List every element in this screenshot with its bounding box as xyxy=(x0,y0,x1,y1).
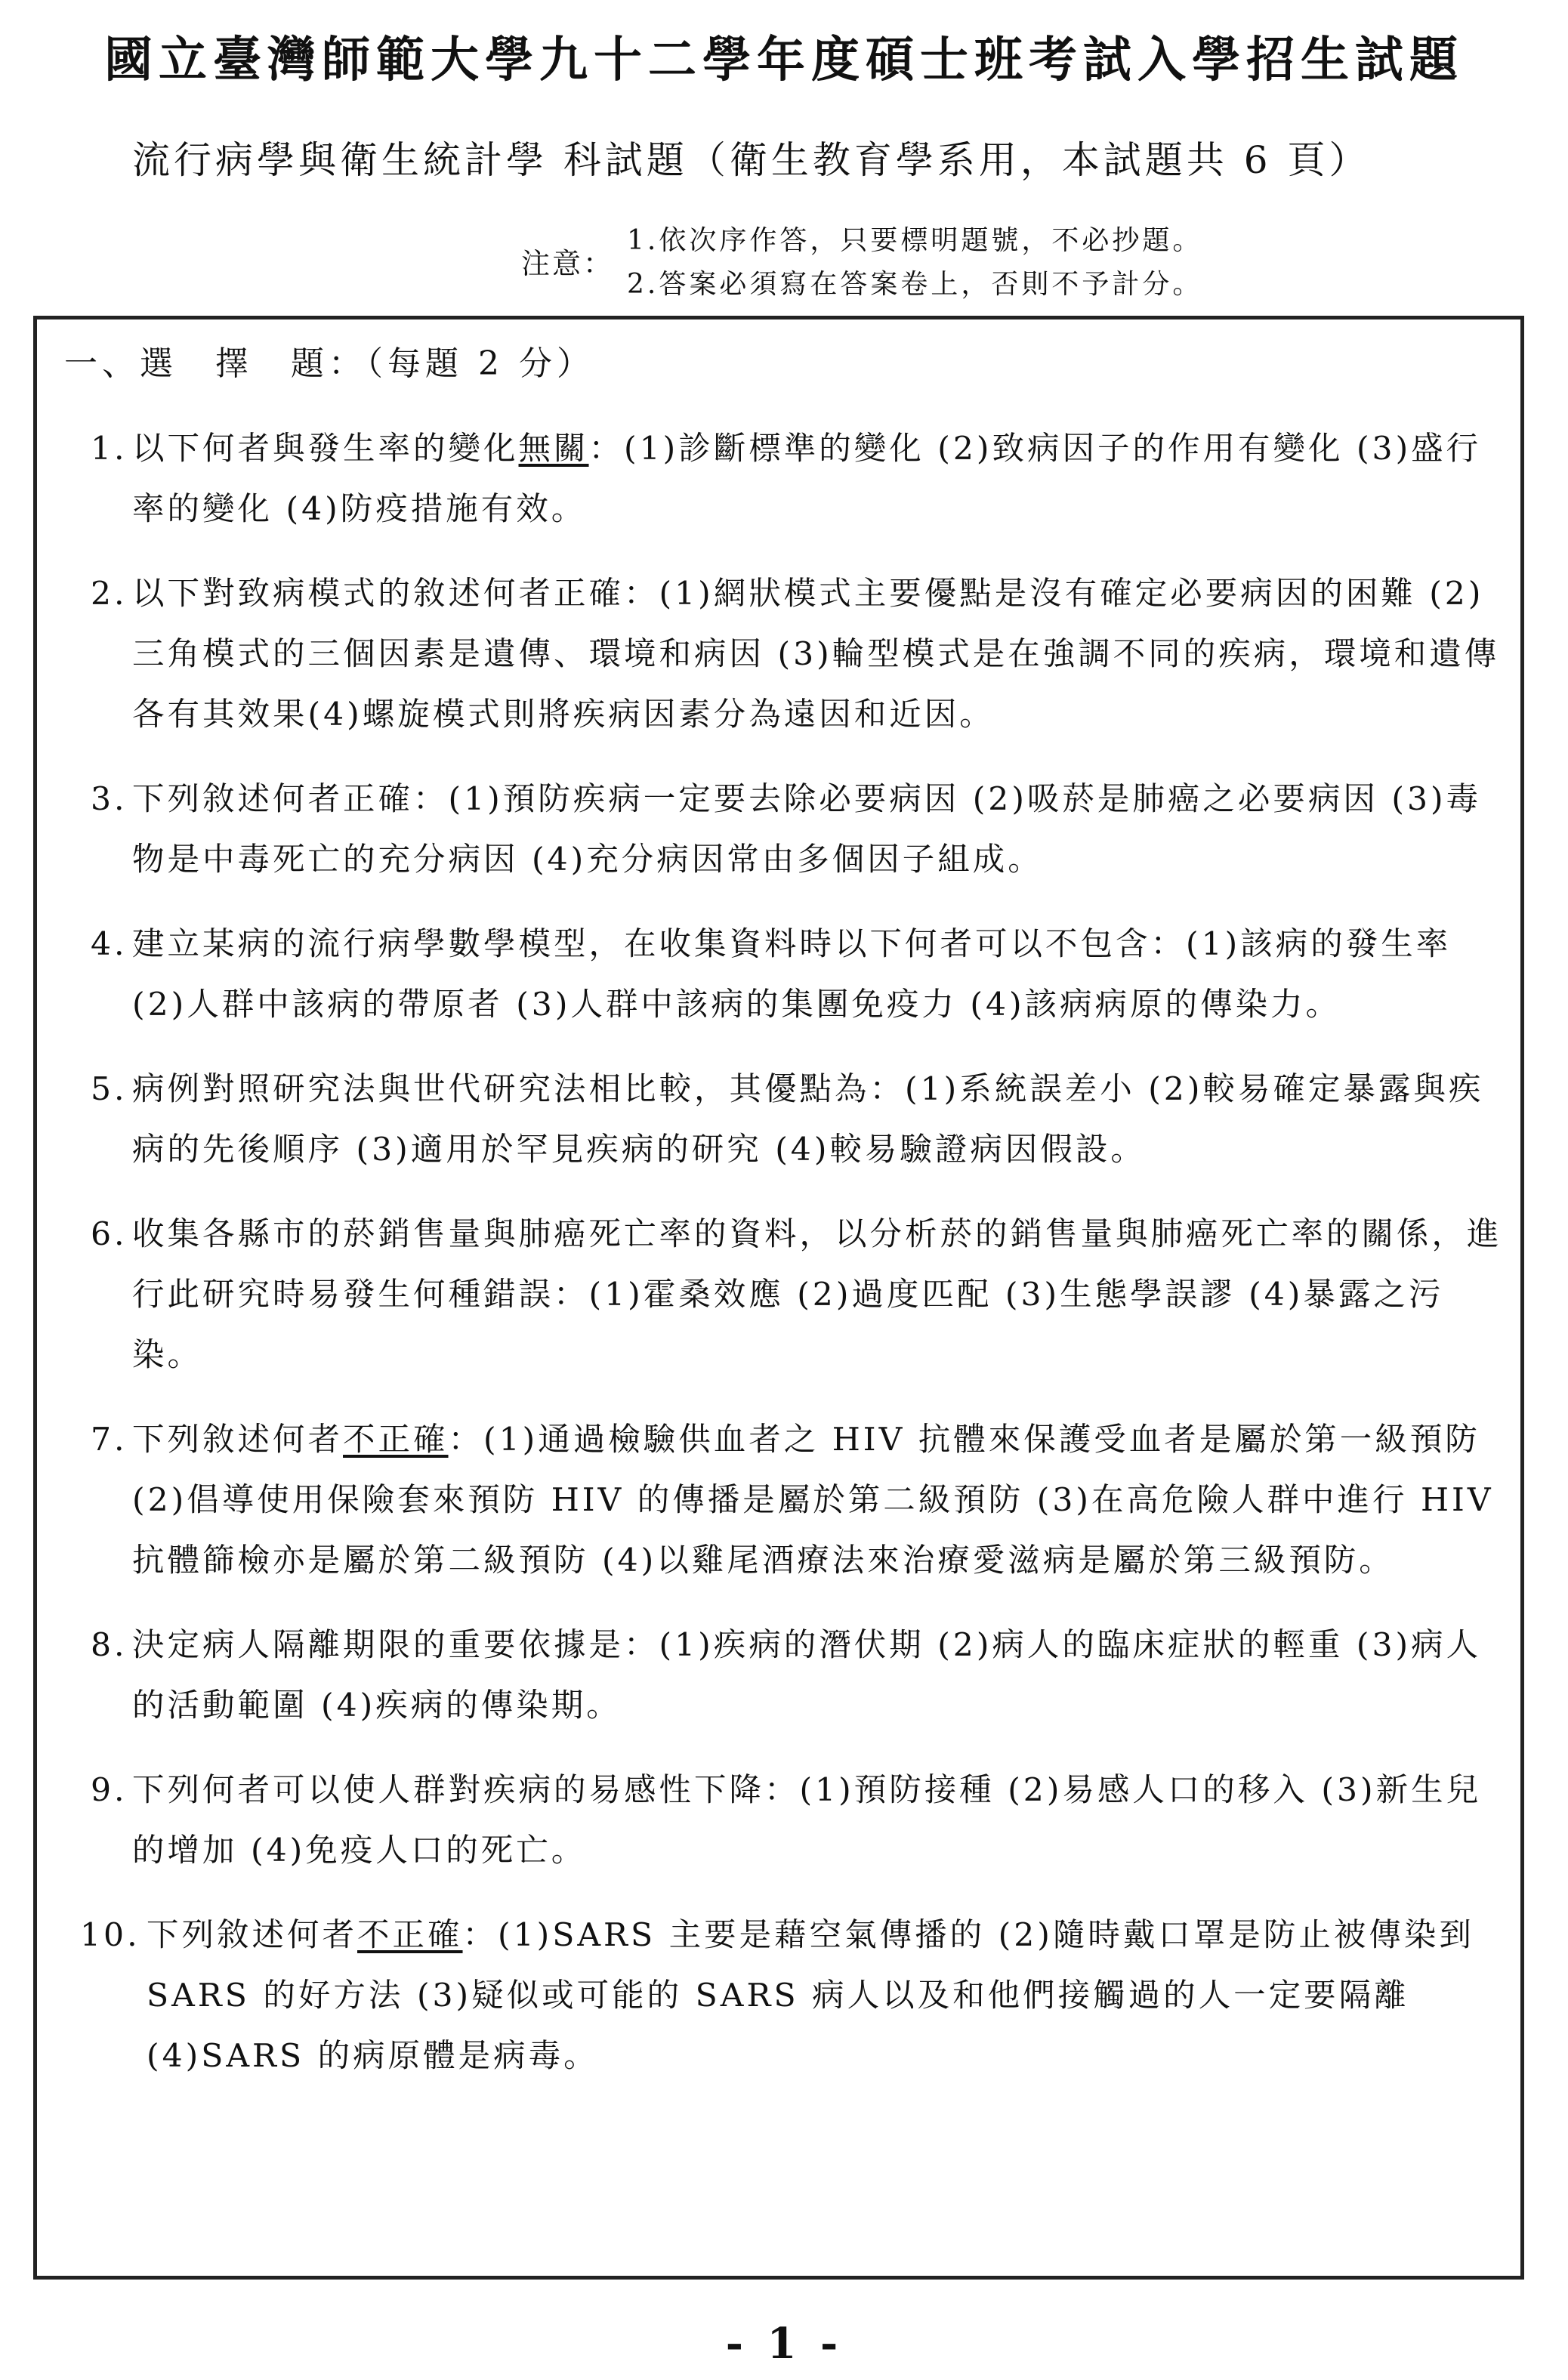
question-number: 1. xyxy=(91,431,128,468)
question-item xyxy=(91,419,1511,540)
question-text: 以下對致病模式的敘述何者正確：(1)網狀模式主要優點是沒有確定必要病因的困難 (2)三角模式的三個因素是遺傳、環境和病因 (3)輪型模式是在強調不同的疾病，環境和遺傳各有其效果(4)螺旋模式則將疾病因素分為遠因和近因。 xyxy=(132,576,1500,733)
question-emphasis: 無關 xyxy=(518,431,589,468)
question-text: 下列敘述何者 xyxy=(132,1422,344,1459)
question-number: 6. xyxy=(91,1216,128,1253)
question-text-rest: ：(1)SARS 主要是藉空氣傳播的 (2)隨時戴口罩是防止被傳染到 SARS 的好方法 (3)疑似或可能的 SARS 病人以及和他們接觸過的人一定要隔離 (4)SARS 的病原體是病毒。 xyxy=(147,1917,1474,2075)
question-item xyxy=(91,1060,1511,1181)
question-number: 2. xyxy=(91,576,128,613)
question-number: 10. xyxy=(80,1917,140,1954)
exam-subtitle: 流行病學與衛生統計學 科試題（衛生教育學系用，本試題共 6 頁） xyxy=(132,138,1371,182)
page-number: - 1 - xyxy=(725,2319,843,2369)
question-text: 下列敘述何者正確：(1)預防疾病一定要去除必要病因 (2)吸菸是肺癌之必要病因 (3)毒物是中毒死亡的充分病因 (4)充分病因常由多個因子組成。 xyxy=(132,781,1482,878)
question-item xyxy=(91,1761,1511,1881)
notes-label: 注意： xyxy=(521,247,615,280)
question-item xyxy=(91,1205,1511,1386)
question-item xyxy=(91,1410,1511,1591)
question-item xyxy=(91,1616,1511,1736)
question-text: 決定病人隔離期限的重要依據是：(1)疾病的潛伏期 (2)病人的臨床症狀的輕重 (3)病人的活動範圍 (4)疾病的傳染期。 xyxy=(132,1627,1482,1724)
question-item xyxy=(91,915,1511,1036)
question-text: 病例對照研究法與世代研究法相比較，其優點為：(1)系統誤差小 (2)較易確定暴露與疾病的先後順序 (3)適用於罕見疾病的研究 (4)較易驗證病因假設。 xyxy=(132,1071,1484,1168)
question-list xyxy=(80,419,1511,2111)
question-item xyxy=(80,1906,1511,2087)
question-text: 以下何者與發生率的變化 xyxy=(132,431,519,468)
question-number: 3. xyxy=(91,781,128,818)
question-number: 9. xyxy=(91,1772,128,1809)
exam-title: 國立臺灣師範大學九十二學年度碩士班考試入學招生試題 xyxy=(104,32,1464,88)
question-text: 建立某病的流行病學數學模型，在收集資料時以下何者可以不包含：(1)該病的發生率 (2)人群中該病的帶原者 (3)人群中該病的集團免疫力 (4)該病病原的傳染力。 xyxy=(132,926,1452,1023)
exam-notes xyxy=(627,219,1202,307)
question-text-rest: ：(1)通過檢驗供血者之 HIV 抗體來保護受血者是屬於第一級預防 (2)倡導使用保險套來預防 HIV 的傳播是屬於第二級預防 (3)在高危險人群中進行 HIV 抗體篩檢亦是屬於第二級預防 (4)以雞尾酒療法來治療愛滋病是屬於第三級預防。 xyxy=(132,1422,1494,1579)
question-item xyxy=(91,770,1511,891)
question-text: 下列敘述何者 xyxy=(147,1917,358,1954)
question-text-rest: ：(1)診斷標準的變化 (2)致病因子的作用有變化 (3)盛行率的變化 (4)防疫措施有效。 xyxy=(132,431,1482,528)
question-item xyxy=(91,564,1511,745)
question-number: 5. xyxy=(91,1071,128,1108)
note-item: 2.答案必須寫在答案卷上，否則不予計分。 xyxy=(627,269,1203,300)
note-item: 1.依次序作答，只要標明題號，不必抄題。 xyxy=(627,225,1203,256)
question-number: 7. xyxy=(91,1422,128,1459)
question-number: 4. xyxy=(91,926,128,963)
question-number: 8. xyxy=(91,1627,128,1664)
question-text: 下列何者可以使人群對疾病的易感性下降：(1)預防接種 (2)易感人口的移入 (3)新生兒的增加 (4)免疫人口的死亡。 xyxy=(132,1772,1482,1869)
section-heading: 一、選 擇 題：（每題 2 分） xyxy=(64,344,594,383)
question-emphasis: 不正確 xyxy=(357,1917,463,1954)
question-text: 收集各縣市的菸銷售量與肺癌死亡率的資料，以分析菸的銷售量與肺癌死亡率的關係，進行此研究時易發生何種錯誤：(1)霍桑效應 (2)過度匹配 (3)生態學誤謬 (4)暴露之污染。 xyxy=(132,1216,1502,1374)
question-emphasis: 不正確 xyxy=(343,1422,449,1459)
